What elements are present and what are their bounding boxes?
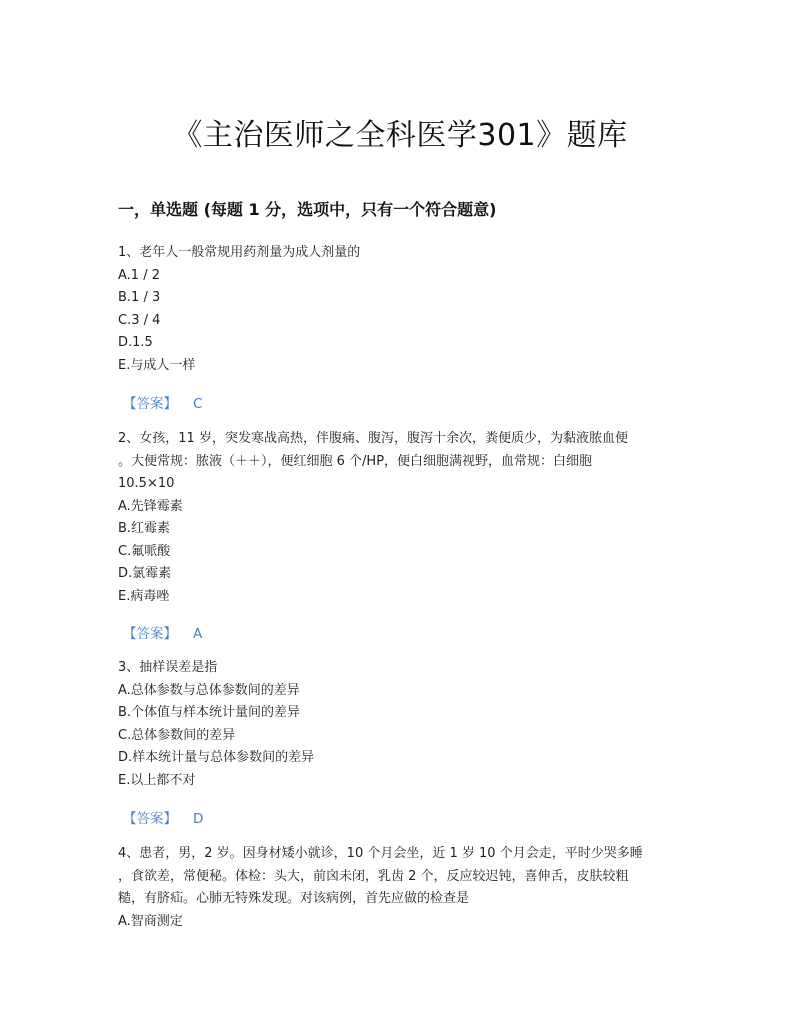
question-stem-line: 10.5×10 bbox=[118, 476, 175, 491]
answer-label: 【答案】 bbox=[123, 396, 177, 412]
option-d: D.样本统计量与总体参数间的差异 bbox=[118, 750, 315, 765]
question-1 bbox=[118, 242, 688, 377]
option-a: A.总体参数与总体参数间的差异 bbox=[118, 682, 300, 698]
answer-3 bbox=[123, 807, 203, 827]
option-c: C.总体参数间的差异 bbox=[118, 727, 236, 743]
answer-value: C bbox=[193, 396, 203, 412]
option-e: E.与成人一样 bbox=[118, 357, 196, 373]
option-b: B.1 / 3 bbox=[118, 290, 161, 305]
question-stem-line: 4、患者，男，2 岁。因身材矮小就诊，10 个月会坐，近 1 岁 10 个月会走，平时少哭多睡 bbox=[118, 846, 643, 861]
option-a: A.智商测定 bbox=[118, 913, 183, 929]
answer-label: 【答案】 bbox=[123, 626, 177, 642]
option-b: B.红霉素 bbox=[118, 521, 171, 536]
option-e: E.以上都不对 bbox=[118, 772, 196, 788]
question-stem-line: 糙，有脐疝。心肺无特殊发现。对该病例，首先应做的检查是 bbox=[118, 891, 470, 906]
option-d: D.1.5 bbox=[118, 335, 153, 350]
question-2 bbox=[118, 428, 688, 608]
option-c: C.3 / 4 bbox=[118, 312, 161, 328]
question-stem-line: 2、女孩，11 岁，突发寒战高热，伴腹痛、腹泻，腹泻十余次，粪便质少，为黏液脓血便 bbox=[118, 431, 628, 446]
question-4 bbox=[118, 843, 688, 933]
option-c: C.氟哌酸 bbox=[118, 543, 171, 559]
option-a: A.先锋霉素 bbox=[118, 498, 183, 514]
question-stem: 3、抽样误差是指 bbox=[118, 660, 218, 675]
answer-value: A bbox=[193, 626, 203, 642]
question-stem: 1、老年人一般常规用药剂量为成人剂量的 bbox=[118, 245, 361, 260]
answer-value: D bbox=[193, 811, 204, 827]
answer-label: 【答案】 bbox=[123, 811, 177, 827]
question-3 bbox=[118, 657, 688, 792]
question-stem-line: ，食欲差，常便秘。体检：头大，前囟未闭，乳齿 2 个，反应较迟钝，喜伸舌，皮肤较粗 bbox=[118, 868, 629, 884]
option-d: D.氯霉素 bbox=[118, 566, 172, 581]
section-heading: 一，单选题 (每题 1 分，选项中，只有一个符合题意) bbox=[118, 200, 497, 219]
answer-1 bbox=[123, 392, 202, 412]
option-b: B.个体值与样本统计量间的差异 bbox=[118, 705, 301, 720]
answer-2 bbox=[123, 622, 202, 642]
option-e: E.病毒唑 bbox=[118, 588, 170, 604]
question-stem-line: 。大便常规：脓液（＋＋），便红细胞 6 个/HP，便白细胞满视野，血常规：白细胞 bbox=[118, 453, 593, 469]
option-a: A.1 / 2 bbox=[118, 267, 160, 283]
page-title: 《主治医师之全科医学301》题库 bbox=[172, 118, 628, 153]
